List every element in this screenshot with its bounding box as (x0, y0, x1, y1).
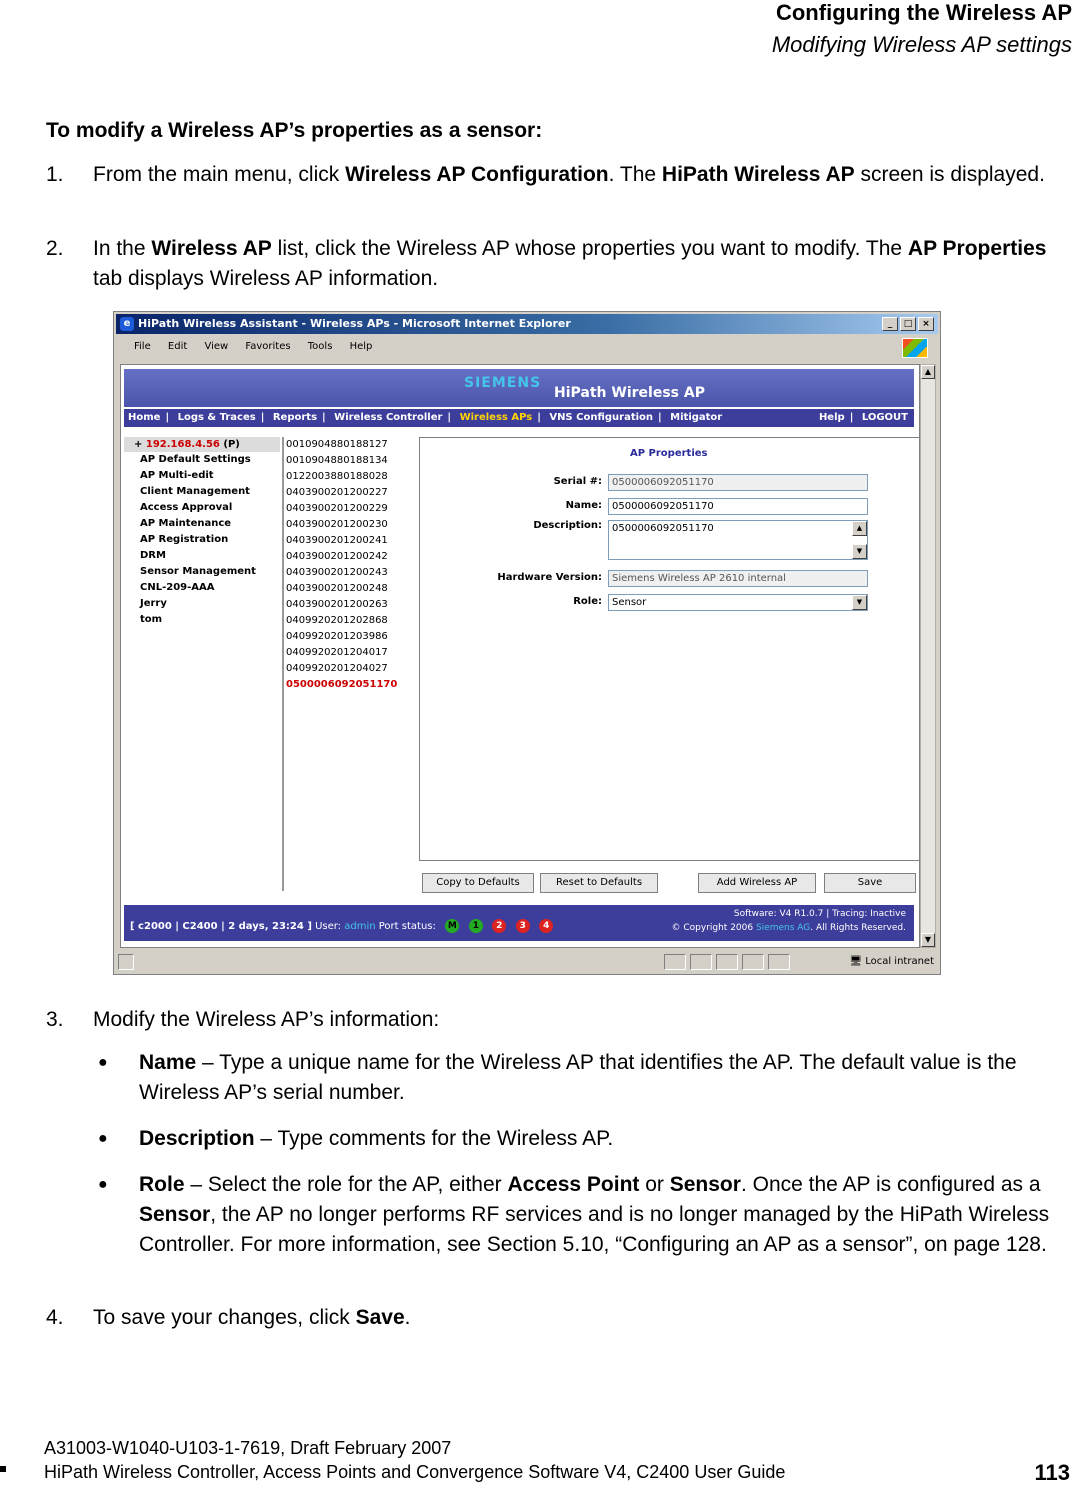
lock-icon (768, 954, 790, 970)
tree-item[interactable]: Client Management (140, 486, 250, 497)
name-input[interactable]: 0500006092051170 (608, 498, 868, 515)
bullet-role: Role – Select the role for the AP, either Access Point or Sensor. Once the AP is configured as a Sensor, the AP no longer performs RF services and is no longer managed by the HiPath Wireless Controller. For more information, see Section 5.10, “Configuring an AP as a sensor”, on page 128. (139, 1173, 1050, 1256)
footer-mark (0, 1466, 6, 1472)
status-cell (716, 954, 738, 970)
nav-vns-configuration[interactable]: VNS Configuration (549, 412, 654, 423)
ap-list-item-selected[interactable]: 0500006092051170 (286, 679, 398, 690)
chapter-title: Configuring the Wireless AP (775, 0, 1072, 25)
controller-status: [ c2000 | C2400 | 2 days, 23:24 ] User: admin Port status: M 1 2 3 4 (130, 919, 553, 933)
ap-list-item[interactable]: 0122003880188028 (286, 471, 388, 482)
nav-mitigator[interactable]: Mitigator (670, 412, 723, 423)
menu-favorites[interactable]: Favorites (245, 341, 291, 352)
footer-guide-title: HiPath Wireless Controller, Access Points and Convergence Software V4, C2400 User Guide (44, 1462, 786, 1482)
footer-doc-id: A31003-W1040-U103-1-7619, Draft February 2007 (44, 1438, 452, 1458)
nav-wireless-controller[interactable]: Wireless Controller (334, 412, 443, 423)
copyright: © Copyright 2006 Siemens AG. All Rights Reserved. (671, 923, 906, 933)
step-number: 4. (46, 1306, 64, 1329)
browser-screenshot (113, 311, 941, 975)
description-textarea[interactable]: 0500006092051170 ▲ ▼ (608, 520, 868, 560)
port-status-3: 3 (516, 919, 530, 933)
app-title: HiPath Wireless AP (554, 385, 705, 401)
bullet-icon: ● (98, 1176, 108, 1193)
nav-wireless-aps[interactable]: Wireless APs (459, 412, 533, 423)
menu-file[interactable]: File (134, 341, 151, 352)
ap-list-item[interactable]: 0403900201200229 (286, 503, 388, 514)
status-cell (690, 954, 712, 970)
tree-item[interactable]: AP Registration (140, 534, 229, 545)
window-titlebar: e HiPath Wireless Assistant - Wireless APs - Microsoft Internet Explorer _ □ × (116, 314, 938, 334)
close-button[interactable]: × (918, 317, 934, 331)
tree-item[interactable]: DRM (140, 550, 166, 561)
name-label: Name: (565, 500, 602, 511)
scroll-up-icon[interactable]: ▲ (921, 365, 935, 379)
ap-list-item[interactable]: 0403900201200243 (286, 567, 388, 578)
role-label: Role: (573, 596, 602, 607)
bullet-icon: ● (98, 1130, 108, 1147)
step-number: 1. (46, 163, 64, 186)
software-version: Software: V4 R1.0.7 | Tracing: Inactive (733, 909, 906, 919)
tree-item[interactable]: tom (140, 614, 163, 625)
hardware-version-label: Hardware Version: (497, 572, 602, 583)
menu-tools[interactable]: Tools (307, 341, 333, 352)
nav-reports[interactable]: Reports (272, 412, 318, 423)
reset-to-defaults-button[interactable]: Reset to Defaults (540, 873, 658, 893)
step-3-text: Modify the Wireless AP’s information: (93, 1008, 440, 1031)
wireless-ap-list (286, 437, 411, 693)
menu-view[interactable]: View (204, 341, 229, 352)
ap-list-item[interactable]: 0403900201200263 (286, 599, 388, 610)
app-status-bar (124, 905, 914, 941)
column-divider (282, 437, 284, 891)
ap-list-item[interactable]: 0409920201204017 (286, 647, 388, 658)
tree-item[interactable]: AP Multi-edit (140, 470, 214, 481)
vertical-scrollbar[interactable] (920, 364, 936, 948)
hardware-version-field: Siemens Wireless AP 2610 internal (608, 570, 868, 587)
minimize-button[interactable]: _ (882, 317, 898, 331)
bullet-description: Description – Type comments for the Wireless AP. (139, 1127, 614, 1150)
nav-home[interactable]: Home (128, 412, 161, 423)
ap-list-item[interactable]: 0403900201200227 (286, 487, 388, 498)
ie-icon: e (120, 317, 134, 331)
port-status-4: 4 (539, 919, 553, 933)
page-viewport (120, 364, 920, 948)
status-cell (664, 954, 686, 970)
save-button[interactable]: Save (824, 873, 916, 893)
ap-properties-panel (419, 437, 920, 861)
chevron-down-icon[interactable]: ▼ (852, 595, 867, 610)
page-icon (118, 954, 134, 970)
step-2-text: In the Wireless AP list, click the Wireless AP whose properties you want to modify. The AP Properties tab displays Wireless AP information. (93, 237, 1047, 290)
tree-item[interactable]: Sensor Management (140, 566, 256, 577)
nav-logout[interactable]: LOGOUT (861, 412, 908, 423)
scroll-up-icon[interactable]: ▲ (852, 521, 867, 536)
ie-status-bar (116, 952, 938, 972)
step-4-text: To save your changes, click Save. (93, 1306, 411, 1329)
nav-logs-traces[interactable]: Logs & Traces (177, 412, 256, 423)
serial-field: 0500006092051170 (608, 474, 868, 491)
ap-list-item[interactable]: 0403900201200241 (286, 535, 388, 546)
port-status-1: 1 (469, 919, 483, 933)
tree-item[interactable]: AP Maintenance (140, 518, 232, 529)
copy-to-defaults-button[interactable]: Copy to Defaults (422, 873, 534, 893)
ap-list-item[interactable]: 0409920201202868 (286, 615, 388, 626)
bullet-name: Name – Type a unique name for the Wireless AP that identifies the AP. The default value is the Wireless AP’s serial number. (139, 1051, 1017, 1104)
serial-label: Serial #: (553, 476, 602, 487)
step-1-text: From the main menu, click Wireless AP Configuration. The HiPath Wireless AP screen is displayed. (93, 163, 1045, 186)
port-status-2: 2 (492, 919, 506, 933)
app-banner (124, 369, 914, 407)
brand-logo: SIEMENS (464, 375, 542, 391)
step-number: 3. (46, 1008, 64, 1031)
windows-logo-icon (902, 338, 928, 358)
role-select[interactable]: Sensor ▼ (608, 594, 868, 611)
ap-list-item[interactable]: 0403900201200242 (286, 551, 388, 562)
ap-list-item[interactable]: 0409920201203986 (286, 631, 388, 642)
tree-item[interactable]: Access Approval (140, 502, 233, 513)
add-wireless-ap-button[interactable]: Add Wireless AP (698, 873, 816, 893)
ap-list-item[interactable]: 0010904880188127 (286, 439, 388, 450)
scroll-down-icon[interactable]: ▼ (852, 544, 867, 559)
procedure-heading: To modify a Wireless AP’s properties as a sensor: (46, 119, 543, 142)
ap-tree (124, 437, 280, 628)
section-subtitle: Modifying Wireless AP settings (771, 32, 1072, 57)
page-number: 113 (1034, 1460, 1070, 1485)
security-zone: 🖥 Local intranet (849, 956, 934, 967)
ap-list-item[interactable]: 0403900201200248 (286, 583, 388, 594)
menu-bar (116, 336, 938, 358)
description-label: Description: (533, 520, 602, 531)
tree-item[interactable]: AP Default Settings (140, 454, 251, 465)
ap-list-item[interactable]: 0409920201204027 (286, 663, 388, 674)
step-number: 2. (46, 237, 64, 260)
bullet-icon: ● (98, 1054, 108, 1071)
menu-edit[interactable]: Edit (167, 341, 188, 352)
tree-root-controller[interactable]: + 192.168.4.56 (P) (124, 437, 280, 452)
tree-item[interactable]: Jerry (140, 598, 167, 609)
scroll-down-icon[interactable]: ▼ (921, 933, 935, 947)
maximize-button[interactable]: □ (900, 317, 916, 331)
ap-list-item[interactable]: 0010904880188134 (286, 455, 388, 466)
tree-item[interactable]: CNL-209-AAA (140, 582, 215, 593)
ap-list-item[interactable]: 0403900201200230 (286, 519, 388, 530)
menu-help[interactable]: Help (349, 341, 373, 352)
ap-properties-tab[interactable]: AP Properties (630, 448, 708, 459)
port-status-m: M (445, 919, 459, 933)
status-cell (742, 954, 764, 970)
main-nav: Home | Logs & Traces | Reports | Wireless Controller | Wireless APs | VNS Configuration | Mitigator Help | LOGOUT (124, 409, 914, 427)
nav-help[interactable]: Help (818, 412, 845, 423)
